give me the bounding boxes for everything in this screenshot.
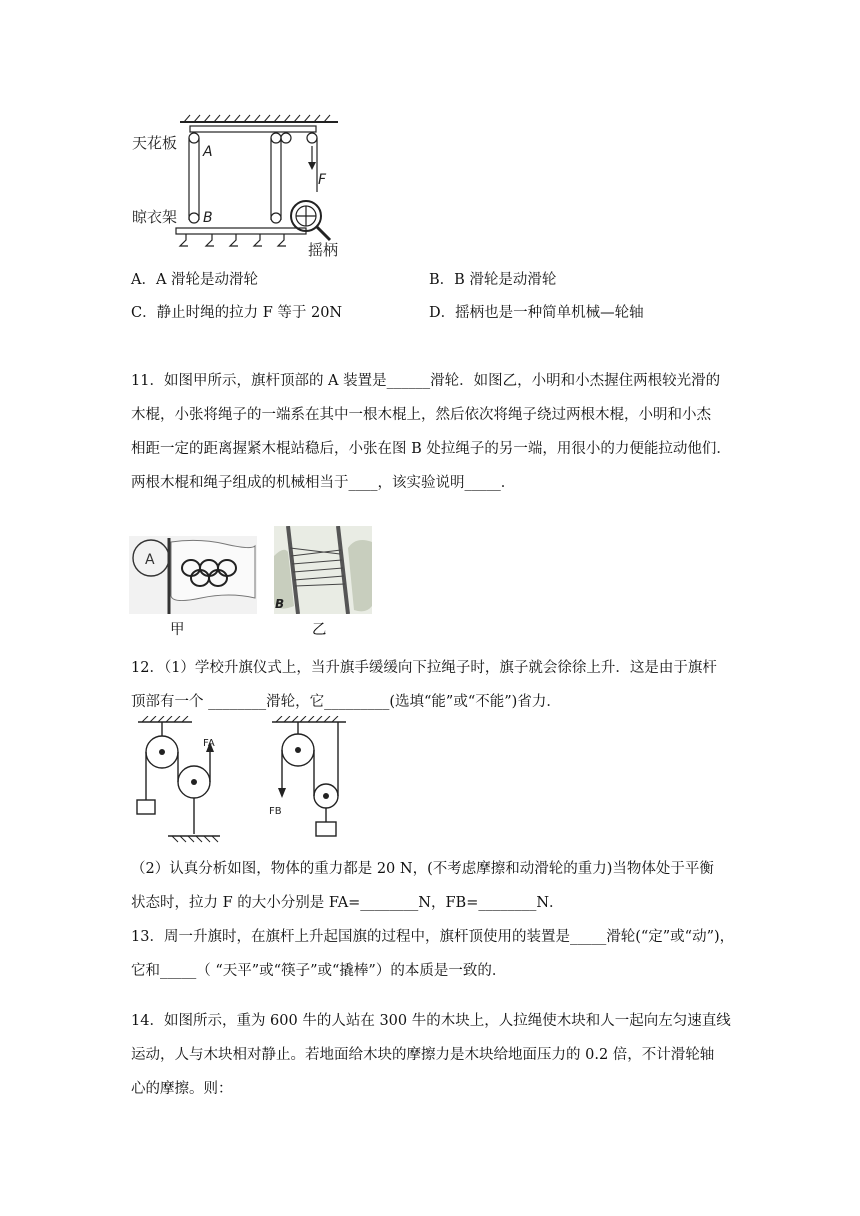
- caption-jia: 甲: [170, 622, 185, 638]
- fig-label-fa: FA: [203, 738, 215, 749]
- pulley-figure-b: [266, 716, 358, 848]
- fig-label-crank: 摇柄: [308, 241, 339, 259]
- fig-label-b-yi: B: [275, 597, 285, 611]
- option-d: D．摇柄也是一种简单机械—轮轴: [429, 305, 644, 321]
- caption-yi: 乙: [312, 622, 327, 638]
- fig-label-a: A: [203, 144, 213, 160]
- question-14: [131, 1004, 731, 1106]
- q14-line-3: 心的摩擦。则：: [131, 1081, 233, 1097]
- q13-line-2: 它和_____（ “天平”或“筷子”或“撬棒”）的本质是一致的．: [131, 963, 507, 979]
- flag-figure: [129, 536, 257, 614]
- fig-label-fb: FB: [269, 806, 282, 817]
- q11-line-2: 木棍，小张将绳子的一端系在其中一根木棍上，然后依次将绳子绕过两根木棍，小明和小杰: [131, 407, 711, 423]
- option-b: B．B 滑轮是动滑轮: [429, 272, 557, 288]
- q14-line-1: 14．如图所示，重为 600 牛的人站在 300 牛的木块上，人拉绳使木块和人一起向左匀速直线: [131, 1013, 731, 1029]
- q11-line-3: 相距一定的距离握紧木棍站稳后，小张在图 B 处拉绳子的另一端，用很小的力便能拉动他们．: [131, 441, 731, 457]
- q12-line-2: 顶部有一个 ________滑轮，它_________(选填“能”或“不能”)省力．: [131, 694, 561, 710]
- fig-label-b: B: [203, 210, 213, 226]
- question-12-part-1: [131, 651, 717, 719]
- sticks-figure: [274, 526, 372, 614]
- q11-line-1: 11．如图甲所示，旗杆顶部的 A 装置是______滑轮．如图乙，小明和小杰握住两根较光滑的: [131, 373, 721, 389]
- q14-line-2: 运动，人与木块相对静止。若地面给木块的摩擦力是木块给地面压力的 0.2 倍，不计滑轮轴: [131, 1047, 715, 1063]
- q12-part2-line-2: 状态时，拉力 F 的大小分别是 FA=________N，FB=________N．: [131, 895, 564, 911]
- question-13: [131, 920, 734, 988]
- q13-line-1: 13．周一升旗时，在旗杆上升起国旗的过程中，旗杆顶使用的装置是_____滑轮(“定”或“动”)，: [131, 929, 735, 945]
- fig-label-ceiling: 天花板: [132, 134, 178, 152]
- option-c: C．静止时绳的拉力 F 等于 20N: [131, 305, 343, 321]
- question-11: [131, 364, 731, 500]
- clothes-rack-figure: [128, 112, 348, 262]
- q12-part2-line-1: （2）认真分析如图，物体的重力都是 20 N，(不考虑摩擦和动滑轮的重力)当物体处于平衡: [131, 861, 714, 877]
- q11-line-4: 两根木棍和绳子组成的机械相当于____，该实验说明_____．: [131, 475, 516, 491]
- option-a: A．A 滑轮是动滑轮: [131, 272, 259, 288]
- question-12-part-2: [131, 852, 714, 920]
- q12-line-1: 12．（1）学校升旗仪式上，当升旗手缓缓向下拉绳子时，旗子就会徐徐上升．这是由于旗杆: [131, 660, 717, 676]
- fig-label-f: F: [318, 172, 327, 188]
- fig-label-rack: 晾衣架: [132, 208, 178, 226]
- pulley-figure-a: [134, 716, 246, 848]
- fig-label-a-jia: A: [145, 552, 155, 568]
